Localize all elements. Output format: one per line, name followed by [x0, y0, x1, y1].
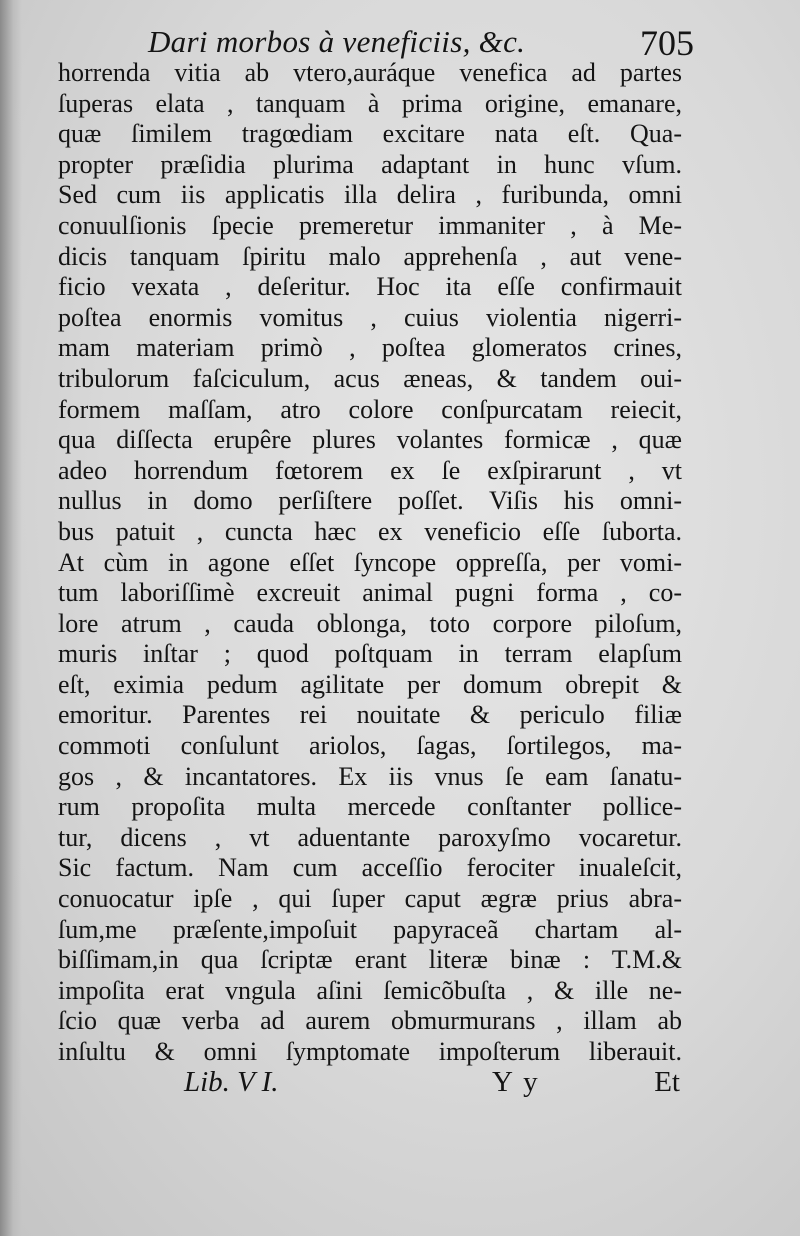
running-title: Dari morbos à veneficiis, &c. — [148, 24, 526, 59]
page-footer — [60, 1066, 680, 1106]
text-line: emoritur. Parentes rei nouitate & periculo filiæ — [58, 700, 682, 730]
text-line: eſt, eximia pedum agilitate per domum obrepit & — [58, 669, 682, 699]
text-line: ſcio quæ verba ad aurem obmurmurans , illam ab — [58, 1006, 682, 1036]
text-line: nullus in domo perſiſtere poſſet. Viſis his omni- — [58, 486, 682, 516]
text-line: ſuperas elata , tanquam à prima origine, emanare, — [58, 88, 682, 118]
signature-mark: Y y — [492, 1066, 540, 1098]
text-line: Sic factum. Nam cum acceſſio ferociter inualeſcit, — [58, 853, 682, 883]
text-line: mam materiam primò , poſtea glomeratos crines, — [58, 333, 682, 363]
text-line: poſtea enormis vomitus , cuius violentia nigerri- — [58, 302, 682, 332]
text-line: Sed cum iis applicatis illa delira , furibunda, omni — [58, 180, 682, 210]
text-line: dicis tanquam ſpiritu malo apprehenſa , aut vene- — [58, 241, 682, 271]
text-line: qua diſſecta erupêre plures volantes formicæ , quæ — [58, 425, 682, 455]
text-line: conuocatur ipſe , qui ſuper caput ægræ prius abra- — [58, 884, 682, 914]
text-line: rum propoſita multa mercede conſtanter pollice- — [58, 792, 682, 822]
text-line: muris inſtar ; quod poſtquam in terram elapſum — [58, 639, 682, 669]
text-line: propter præſidia plurima adaptant in hunc vſum. — [58, 149, 682, 179]
catchword: Et — [654, 1066, 680, 1098]
text-line: quæ ſimilem tragœdiam excitare nata eſt. Qua- — [58, 119, 682, 149]
text-line: gos , & incantatores. Ex iis vnus ſe eam ſanatu- — [58, 761, 682, 791]
page-gutter-shadow — [0, 0, 22, 1236]
page-number: 705 — [640, 23, 694, 63]
text-line: horrenda vitia ab vtero,auráque venefica ad partes — [58, 58, 682, 87]
text-line: inſultu & omni ſymptomate impoſterum liberauit. — [58, 1037, 682, 1066]
book-mark: Lib. V I. — [184, 1066, 279, 1098]
text-line: tum laboriſſimè excreuit animal pugni forma , co- — [58, 578, 682, 608]
text-line: adeo horrendum fœtorem ex ſe exſpirarunt , vt — [58, 455, 682, 485]
text-line: ficio vexata , deſeritur. Hoc ita eſſe confirmauit — [58, 272, 682, 302]
text-line: bus patuit , cuncta hæc ex veneficio eſſe ſuborta. — [58, 516, 682, 546]
text-line: biſſimam,in qua ſcriptæ erant literæ binæ : T.M.& — [58, 945, 682, 975]
text-line: impoſita erat vngula aſini ſemicõbuſta , & ille ne- — [58, 975, 682, 1005]
text-line: At cùm in agone eſſet ſyncope oppreſſa, per vomi- — [58, 547, 682, 577]
text-line: commoti conſulunt ariolos, ſagas, ſortilegos, ma- — [58, 731, 682, 761]
text-line: tribulorum faſciculum, acus æneas, & tandem oui- — [58, 363, 682, 393]
text-line: conuulſionis ſpecie premeretur immaniter , à Me- — [58, 210, 682, 240]
text-line: tur, dicens , vt aduentante paroxyſmo vocaretur. — [58, 822, 682, 852]
text-line: formem maſſam, atro colore conſpurcatam reiecit, — [58, 394, 682, 424]
text-line: lore atrum , cauda oblonga, toto corpore piloſum, — [58, 608, 682, 638]
body-text — [58, 58, 682, 1068]
text-line: ſum,me præſente,impoſuit papyraceã chartam al- — [58, 914, 682, 944]
